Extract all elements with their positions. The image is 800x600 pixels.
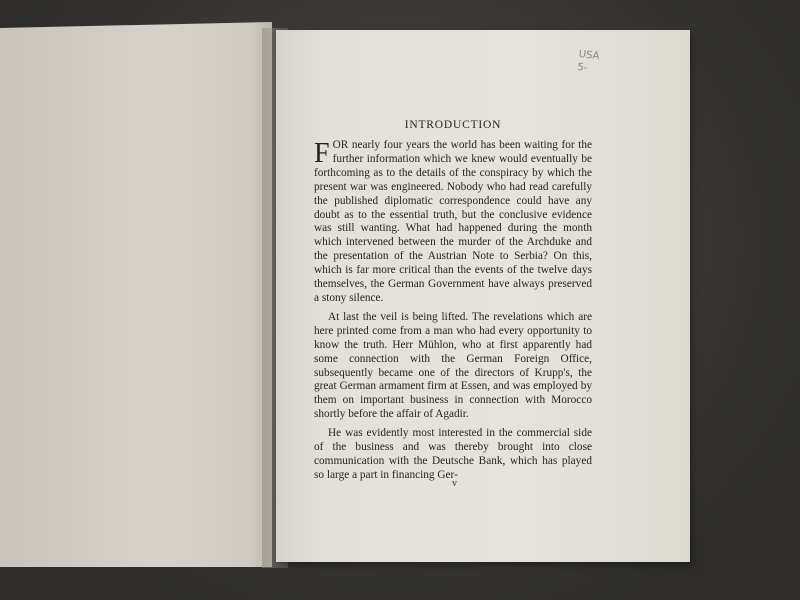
paragraph-3: He was evidently most interested in the commercial side of the business and was thereby brought into close communication with the Deutsche Bank, which has played so large a part in financing Ger- bbox=[314, 427, 592, 481]
page-number: v bbox=[452, 478, 457, 489]
handwritten-note: USA 5- bbox=[576, 48, 600, 74]
page-heading: INTRODUCTION bbox=[404, 119, 502, 131]
drop-cap: F bbox=[314, 138, 330, 169]
paragraph-1-text: OR nearly four years the world has been waiting for the further information which we knew would eventually be forthcoming as to the details of the conspiracy by which the present war was engineered. Nobody who had read carefully the published diplomatic correspondence could have any doubt as to the essential truth, but the conclusive evidence was still wanting. What had happened during the month which intervened between the murder of the Archduke and the presentation of the Austrian Note to Serbia? On this, which is far more critical than the events of the twelve days themselves, the German Government have always preserved a stony silence. bbox=[314, 139, 592, 304]
left-page bbox=[0, 22, 272, 567]
introduction-text bbox=[314, 118, 592, 488]
paragraph-2: At last the veil is being lifted. The revelations which are here printed come from a man who had every opportunity to know the truth. Herr Mühlon, who at first apparently had some connection with the German Foreign Office, subsequently became one of the directors of Krupp's, the great German armament firm at Essen, and was employed by them on important business in connection with Morocco shortly before the affair of Agadir. bbox=[314, 310, 592, 421]
paragraph-1 bbox=[314, 139, 592, 306]
